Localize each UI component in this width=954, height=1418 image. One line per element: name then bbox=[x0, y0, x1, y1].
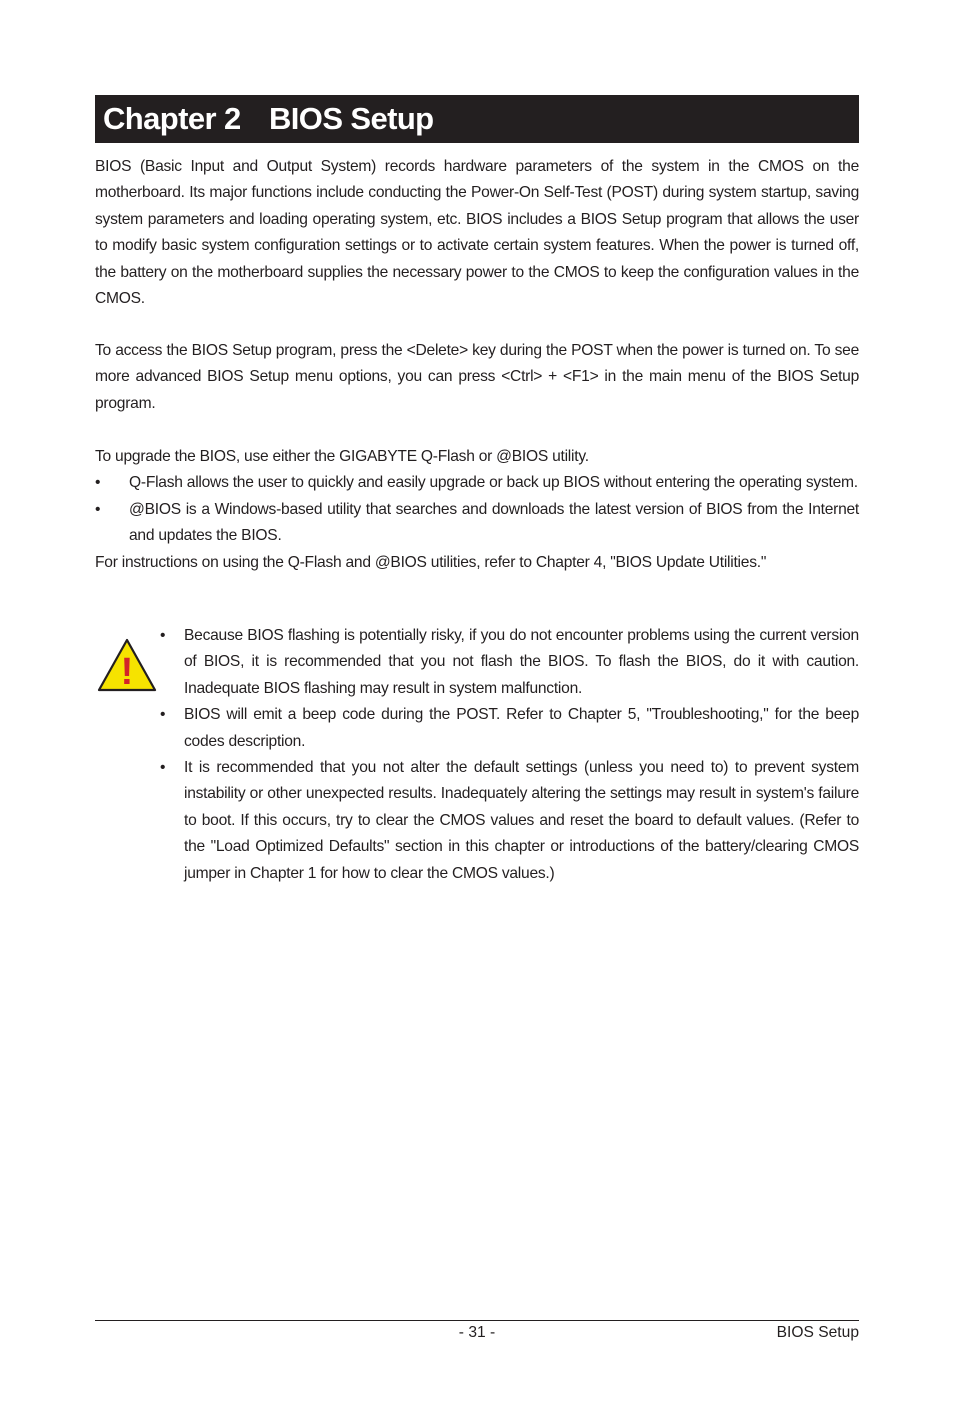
chapter-number: Chapter 2 bbox=[103, 101, 241, 136]
bullet-mark: • bbox=[160, 759, 166, 777]
warning-text: Because BIOS flashing is potentially risky, if you do not encounter problems using the current version of BIOS, it is recommended that you not flash the BIOS. To flash the BIOS, do it with caution. Inadequate BIOS flashing may result in system malfunction. bbox=[184, 627, 859, 697]
list-item bbox=[160, 755, 859, 887]
footer-section-title: BIOS Setup bbox=[776, 1324, 859, 1341]
warning-text: It is recommended that you not alter the default settings (unless you need to) to prevent system instability or other unexpected results. Inadequately altering the settings may result in system's failure to boot. If this occurs, try to clear the CMOS values and reset the board to default values. (Refer to the "Load Optimized Defaults" section in this chapter or introductions of the battery/clearing CMOS jumper in Chapter 1 for how to clear the CMOS values.) bbox=[184, 759, 859, 882]
list-item bbox=[160, 702, 859, 755]
warning-text: BIOS will emit a beep code during the POST. Refer to Chapter 5, "Troubleshooting," for the beep codes description. bbox=[184, 706, 859, 750]
list-item bbox=[95, 470, 859, 496]
bullet-mark: • bbox=[95, 474, 101, 492]
warning-exclamation: ! bbox=[120, 651, 134, 692]
intro-text-1: BIOS (Basic Input and Output System) records hardware parameters of the system in the CMOS on the motherboard. Its major functions include conducting the Power-On Self-Test (POST) during system startup, saving system parameters and loading operating system, etc. BIOS includes a BIOS Setup program that allows the user to modify basic system configuration settings or to activate certain system features. When the power is turned off, the battery on the motherboard supplies the necessary power to the CMOS to keep the configuration values in the CMOS. bbox=[95, 158, 859, 308]
upgrade-bullet-list bbox=[95, 470, 859, 549]
bullet-mark: • bbox=[160, 627, 166, 644]
warning-triangle-icon bbox=[97, 638, 157, 692]
bullet-text: Q-Flash allows the user to quickly and easily upgrade or back up BIOS without entering the operating system. bbox=[129, 474, 858, 492]
intro-paragraph-1 bbox=[95, 154, 859, 312]
bullet-mark: • bbox=[160, 706, 166, 724]
warning-notes bbox=[160, 623, 859, 887]
bullet-mark: • bbox=[95, 500, 101, 518]
upgrade-section bbox=[95, 444, 859, 576]
chapter-heading-bar bbox=[95, 95, 859, 143]
chapter-title: BIOS Setup bbox=[269, 101, 434, 136]
page-number: - 31 - bbox=[458, 1324, 496, 1341]
intro-paragraph-2 bbox=[95, 338, 859, 417]
bullet-text: @BIOS is a Windows-based utility that searches and downloads the latest version of BIOS from the Internet and updates the BIOS. bbox=[129, 500, 859, 545]
footer-rule bbox=[95, 1320, 859, 1321]
list-item bbox=[95, 497, 859, 550]
upgrade-trailer: For instructions on using the Q-Flash and @BIOS utilities, refer to Chapter 4, "BIOS Update Utilities." bbox=[95, 553, 767, 571]
warning-bullet-list bbox=[160, 623, 859, 887]
intro-text-2: To access the BIOS Setup program, press the <Delete> key during the POST when the power is turned on. To see more advanced BIOS Setup menu options, you can press <Ctrl> + <F1> in the main menu of the BIOS Setup program. bbox=[95, 342, 859, 412]
list-item bbox=[160, 623, 859, 702]
upgrade-lead: To upgrade the BIOS, use either the GIGABYTE Q-Flash or @BIOS utility. bbox=[95, 448, 589, 465]
